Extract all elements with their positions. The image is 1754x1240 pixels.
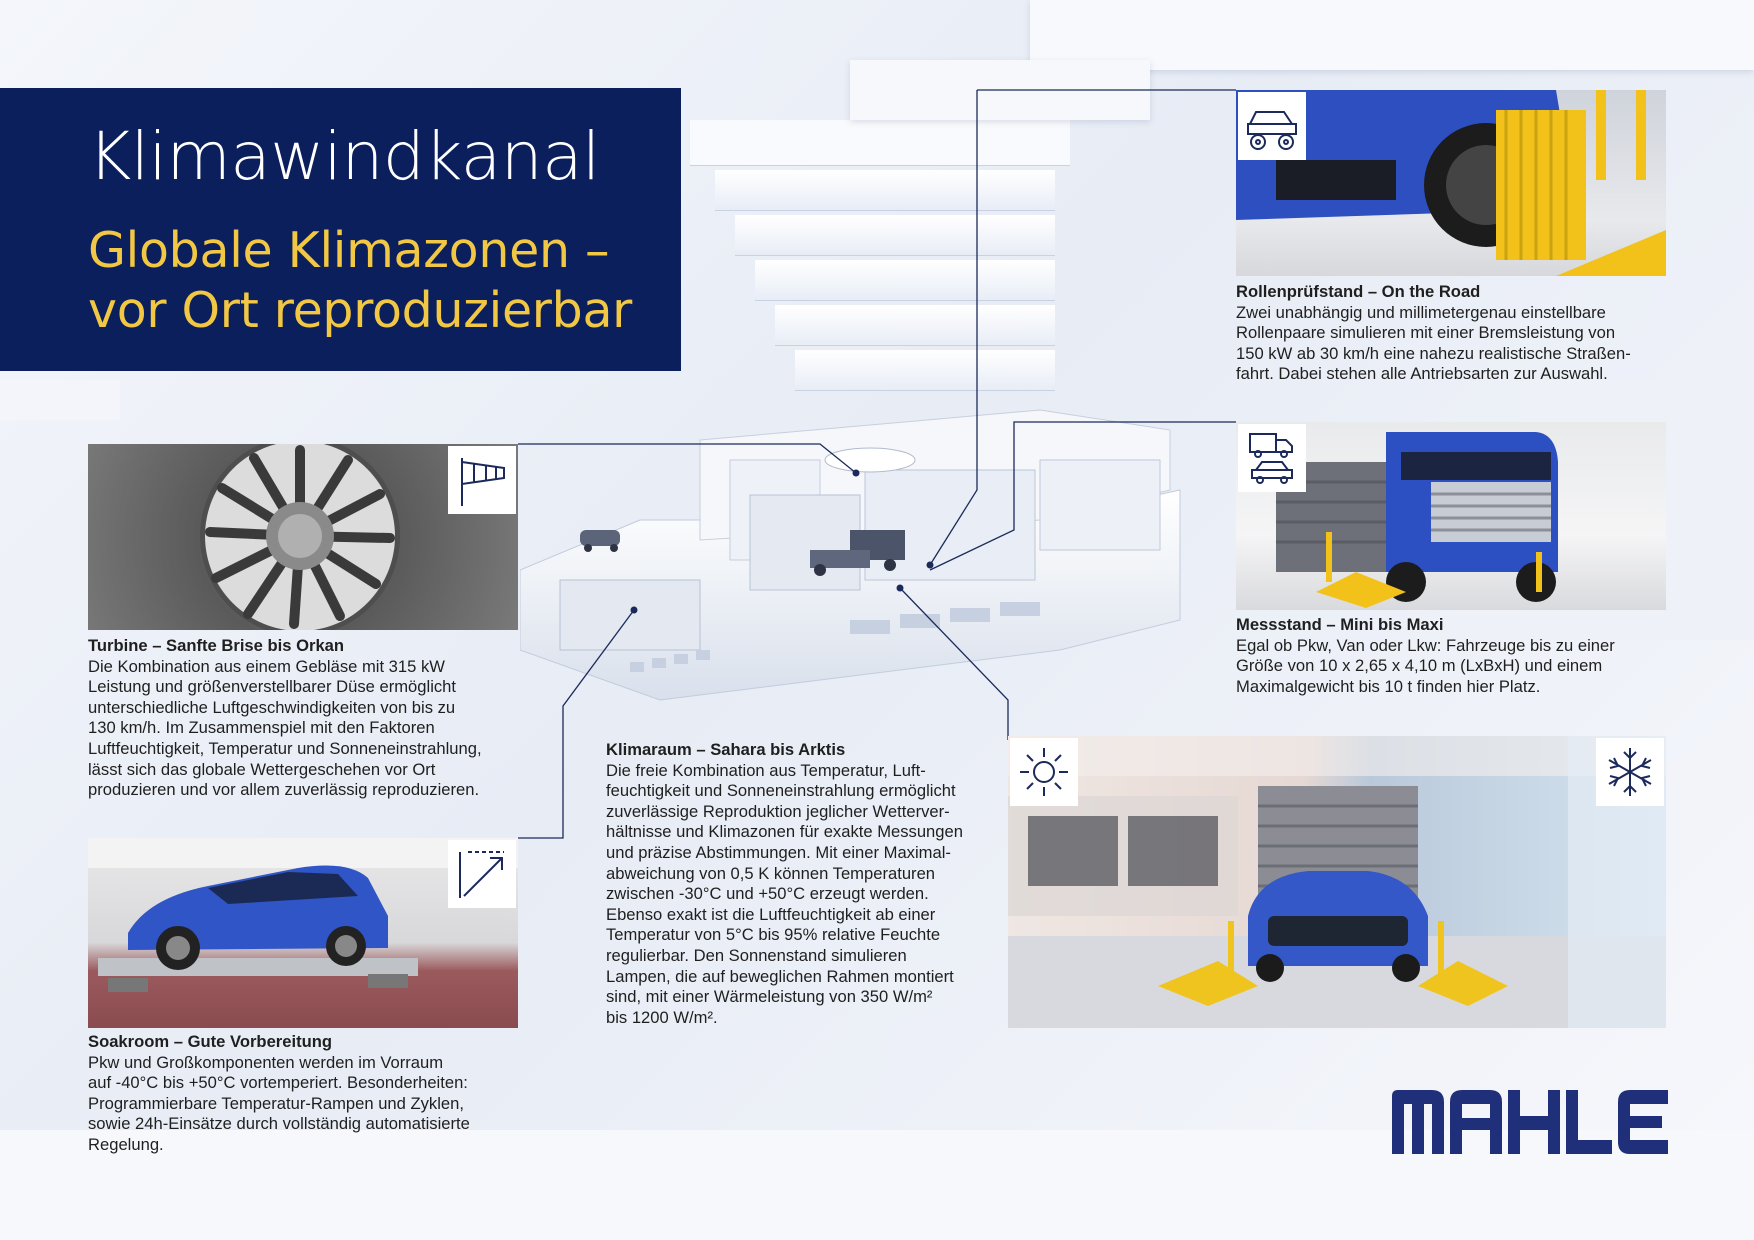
turbine-heading: Turbine – Sanfte Brise bis Orkan <box>88 636 345 655</box>
page-subtitle-line1: Globale Klimazonen – <box>88 222 610 279</box>
truck-and-car-icon <box>1238 424 1306 492</box>
turbine-body: Die Kombination aus einem Gebläse mit 315 kW Leistung und größenverstellbarer Düse ermöglicht unterschiedliche Luftgeschwindigkeiten von bis zu 130 km/h. Im Zusammenspiel mit den Faktoren Luftfeuchtigkeit, Temperatur und Sonneneinstrahlung, lässt sich das globale Wettergeschehen vor Ort produzieren und vor allem zuverlässig reproduzieren. <box>88 656 482 800</box>
rollenpruefstand-photo <box>1236 90 1666 276</box>
turbine-photo <box>88 444 518 630</box>
klimaraum-body: Die freie Kombination aus Temperatur, Luft- feuchtigkeit und Sonneneinstrahlung ermöglicht zuverlässige Reproduktion jeglicher Wetterver- hältnisse und Klimazonen für exakte Messungen und präzise Abstimmungen. Mit einer Maximal- abweichung von 0,5 K können Temperaturen zwischen -30°C und +50°C erzeugt werden. Ebenso exakt ist die Luftfeuchtigkeit ab einer Temperatur von 5°C bis 95% relative Feuchte regulierbar. Den Sonnenstand simulieren Lampen, die auf beweglichen Rahmen montiert sind, mit einer Wärmeleistung von 350 W/m² bis 1200 W/m². <box>606 760 963 1027</box>
soakroom-text <box>88 1032 518 1156</box>
page-title: Klimawindkanal <box>88 118 600 195</box>
soakroom-photo <box>88 838 518 1028</box>
rollenpruefstand-text <box>1236 282 1666 385</box>
messstand-photo <box>1236 422 1666 610</box>
mahle-logo <box>1392 1090 1668 1154</box>
page-subtitle-line2: vor Ort reproduzierbar <box>88 282 633 339</box>
messstand-body: Egal ob Pkw, Van oder Lkw: Fahrzeuge bis zu einer Größe von 10 x 2,65 x 4,10 m (LxBxH) und einem Maximalgewicht bis 10 t finden hier Platz. <box>1236 635 1615 696</box>
turbine-text <box>88 636 518 801</box>
building-cutaway <box>520 400 1220 730</box>
klimaraum-text <box>606 740 986 1028</box>
rollenpruefstand-heading: Rollenprüfstand – On the Road <box>1236 282 1481 301</box>
klimaraum-photo <box>1008 736 1666 1028</box>
windsock-icon <box>448 446 516 514</box>
soakroom-body: Pkw und Großkomponenten werden im Vorraum auf -40°C bis +50°C vortemperiert. Besonderheiten: Programmierbare Temperatur-Rampen und Zyklen, sowie 24h-Einsätze durch vollständig automatisierte Regelung. <box>88 1052 470 1154</box>
klimaraum-heading: Klimaraum – Sahara bis Arktis <box>606 740 846 759</box>
soakroom-heading: Soakroom – Gute Vorbereitung <box>88 1032 333 1051</box>
messstand-heading: Messstand – Mini bis Maxi <box>1236 615 1444 634</box>
temperature-ramp-icon <box>448 840 516 908</box>
car-on-rollers-icon <box>1238 92 1306 160</box>
messstand-text <box>1236 615 1666 697</box>
sun-icon <box>1010 738 1078 806</box>
snowflake-icon <box>1596 738 1664 806</box>
rollenpruefstand-body: Zwei unabhängig und millimetergenau einstellbare Rollenpaare simulieren mit einer Bremsleistung von 150 kW ab 30 km/h eine nahezu realistische Straßen- fahrt. Dabei stehen alle Antriebsarten zur Auswahl. <box>1236 302 1631 384</box>
